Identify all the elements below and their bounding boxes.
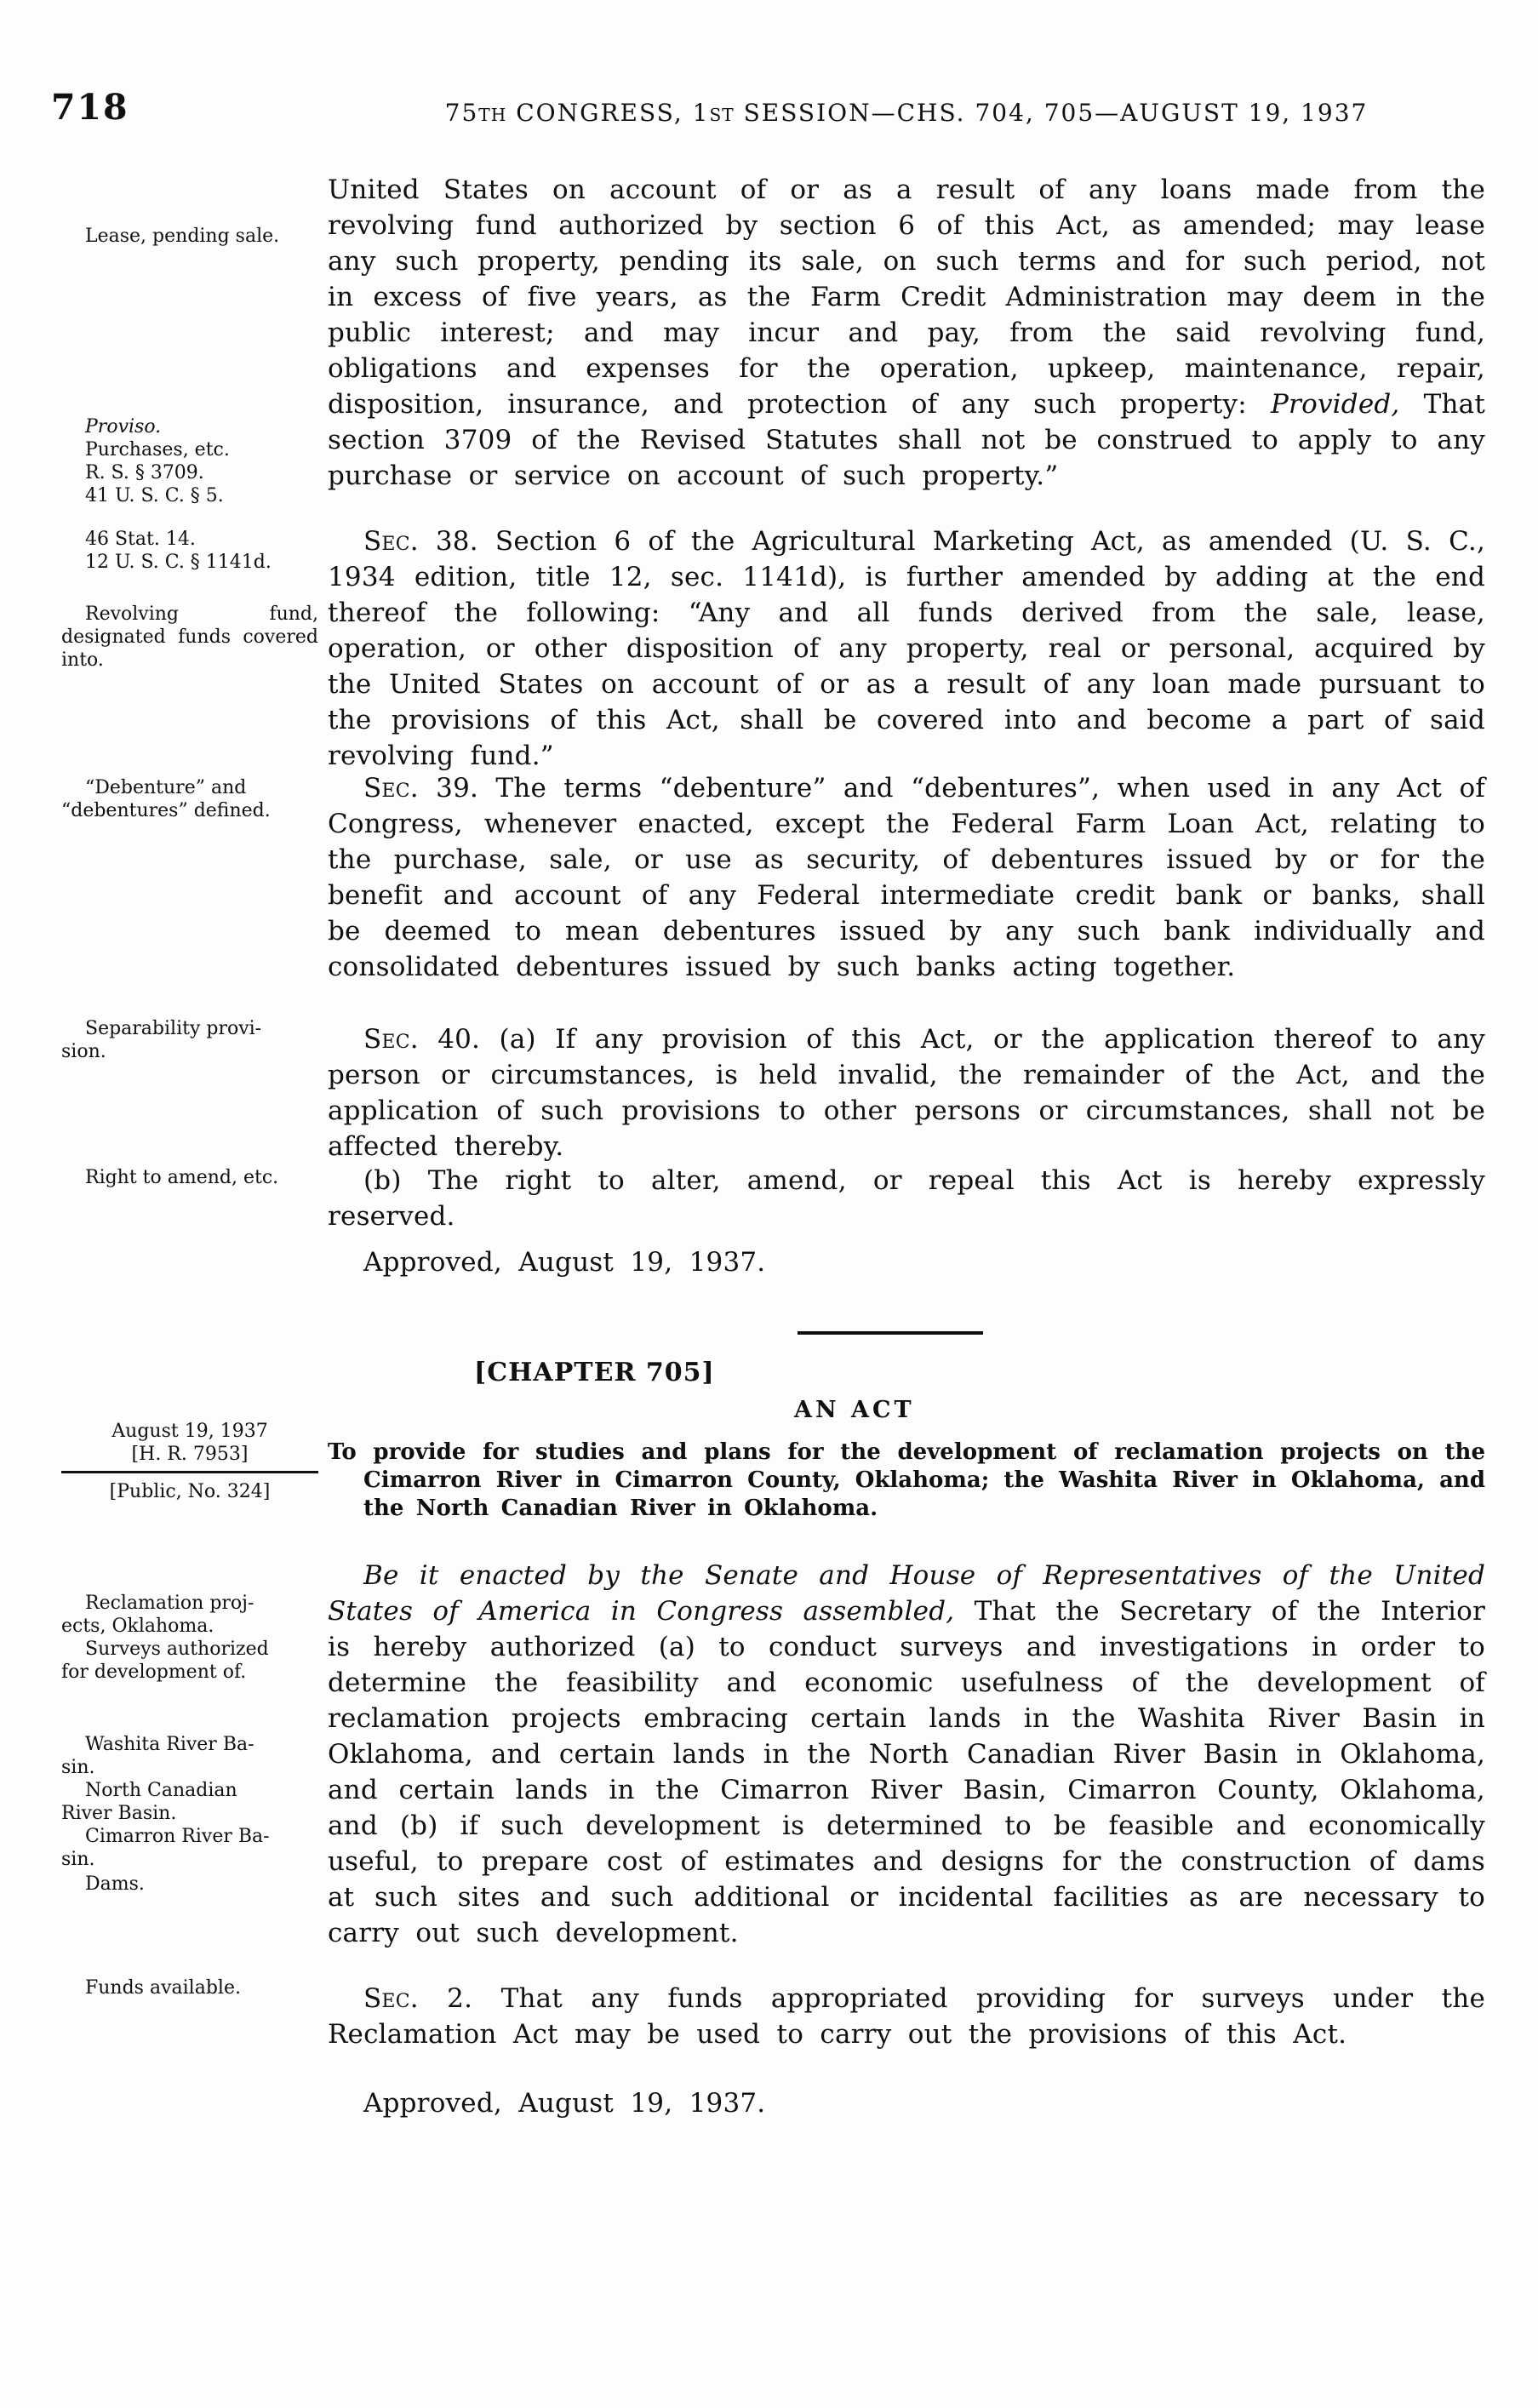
margin-note-proviso-citations xyxy=(61,415,318,507)
para-sec-40b: (b) The right to alter, amend, or repeal this Act is hereby expressly reserved. xyxy=(328,1165,1485,1232)
act-title: To provide for studies and plans for the development of reclamation projects on the Cimarron River in Cimarron County, Oklahoma; the Washita River in Oklahoma, and the North Canadian River in Oklahoma. xyxy=(328,1439,1485,1521)
sec-40-label: Sec. 40. xyxy=(363,1024,481,1055)
public-law-number: [Public, No. 324] xyxy=(109,1481,271,1502)
margin-note-statute-citations xyxy=(61,528,318,574)
act-date: August 19, 1937 xyxy=(111,1421,268,1442)
para-approved-ch704: Approved, August 19, 1937. xyxy=(363,1247,766,1278)
bill-number: [H. R. 7953] xyxy=(131,1444,249,1465)
margin-note-washita: Washita River Ba- sin. xyxy=(61,1734,254,1778)
sec-2-label: Sec. 2. xyxy=(363,1983,473,2014)
margin-note-north-canadian: North Canadian River Basin. xyxy=(61,1780,237,1824)
margin-note-right-to-amend: Right to amend, etc. xyxy=(85,1167,279,1188)
margin-note-lease: Lease, pending sale. xyxy=(85,226,280,247)
para-lease-continuation: United States on account of or as a result of any loans made from the revolving fund authorized by section 6 of this Act, as amended; may lease any such property, pending its sale, on such terms and for such period, not in excess of five years, as the Farm Credit Administration may deem in the public interest; and may incur and pay, from the said revolving fund, obligations and expenses for the operation, upkeep, maintenance, repair, disposition, insurance, and protection of any such property: Provided, That section 3709 of the Revised Statutes shall not be construed to apply to any purchase or service on account of such property.” xyxy=(328,174,1485,491)
usc41-citation: 41 U. S. C. § 5. xyxy=(85,485,224,506)
sec-39-label: Sec. 39. xyxy=(363,773,479,804)
margin-note-funds-available: Funds available. xyxy=(85,1977,241,1999)
page-number: 718 xyxy=(51,87,129,128)
para-sec-40a: Sec. 40. (a) If any provision of this Act, or the application thereof to any person or circumstances, is held invalid, the remainder of the Act, and the application of such provisions to other persons or circumstances, shall not be affected thereby. xyxy=(328,1024,1485,1162)
proviso-inline: Provided, xyxy=(1271,389,1400,420)
para-enacting-clause: Be it enacted by the Senate and House of Representatives of the United States of America in Congress assembled, That the Secretary of the Interior is hereby authorized (a) to conduct surveys and investigations in order to determine the feasibility and economic usefulness of the development of reclamation projects embracing certain lands in the Washita River Basin in Oklahoma, and certain lands in the North Canadian River Basin in Oklahoma, and certain lands in the Cimarron River Basin, Cimarron County, Oklahoma, and (b) if such development is determined to be feasible and economically useful, to prepare cost of estimates and designs for the construction of dams at such sites and such additional or incidental facilities as are necessary to carry out such development. xyxy=(328,1560,1485,1948)
margin-rule xyxy=(61,1471,318,1473)
sec-38-label: Sec. 38. xyxy=(363,526,478,557)
an-act-heading: AN ACT xyxy=(794,1397,915,1423)
ordinal-th: TH xyxy=(478,105,507,125)
running-head-text: 75 xyxy=(444,99,479,127)
margin-note-debenture-defined: “Debenture” and “debentures” defined. xyxy=(61,777,271,821)
proviso-label: Proviso. xyxy=(85,416,162,438)
margin-note-dams: Dams. xyxy=(85,1873,145,1895)
margin-note-cimarron: Cimarron River Ba- sin. xyxy=(61,1826,270,1870)
para-sec-2: Sec. 2. That any funds appropriated providing for surveys under the Reclamation Act may be used to carry out the provisions of this Act. xyxy=(328,1983,1485,2050)
margin-note-act-identifiers xyxy=(61,1420,318,1503)
running-head-text: CONGRESS, 1 xyxy=(506,99,710,127)
running-head-text: SESSION—CHS. 704, 705—AUGUST 19, 1937 xyxy=(734,99,1369,127)
text-column xyxy=(328,0,1485,2408)
margin-notes-column xyxy=(61,0,318,2408)
chapter-705-heading: [CHAPTER 705] xyxy=(474,1358,715,1387)
chapter-divider-rule xyxy=(798,1331,983,1335)
usc12-citation: 12 U. S. C. § 1141d. xyxy=(85,552,272,573)
para-sec-39: Sec. 39. The terms “debenture” and “debentures”, when used in any Act of Congress, whenever enacted, except the Federal Farm Loan Act, relating to the purchase, sale, or use as security, of debentures issued by or for the benefit and account of any Federal intermediate credit bank or banks, shall be deemed to mean debentures issued by any such bank individually and consolidated debentures issued by such banks acting together. xyxy=(328,773,1485,982)
purchases-note: Purchases, etc. xyxy=(85,439,230,460)
enacting-clause-italic: Be it enacted by the Senate and House of Representatives of the United States of America in Congress assembled, xyxy=(328,1560,1485,1627)
rs-citation: R. S. § 3709. xyxy=(85,462,204,483)
para-sec-38: Sec. 38. Section 6 of the Agricultural Marketing Act, as amended (U. S. C., 1934 edition, title 12, sec. 1141d), is further amended by adding at the end thereof the following: “Any and all funds derived from the sale, lease, operation, or other disposition of any property, real or personal, acquired by the United States on account of or as a result of any loan made pursuant to the provisions of this Act, shall be covered into and become a part of said revolving fund.” xyxy=(328,526,1485,771)
margin-note-revolving-fund: Revolving fund, designated funds covered into. xyxy=(61,603,318,671)
para-approved-ch705: Approved, August 19, 1937. xyxy=(363,2088,766,2119)
ordinal-st: ST xyxy=(709,105,735,125)
margin-note-reclamation-surveys: Reclamation proj- ects, Oklahoma. Surveys authorized for development of. xyxy=(61,1593,269,1683)
stat-citation: 46 Stat. 14. xyxy=(85,529,196,550)
margin-note-separability: Separability provi- sion. xyxy=(61,1018,262,1062)
